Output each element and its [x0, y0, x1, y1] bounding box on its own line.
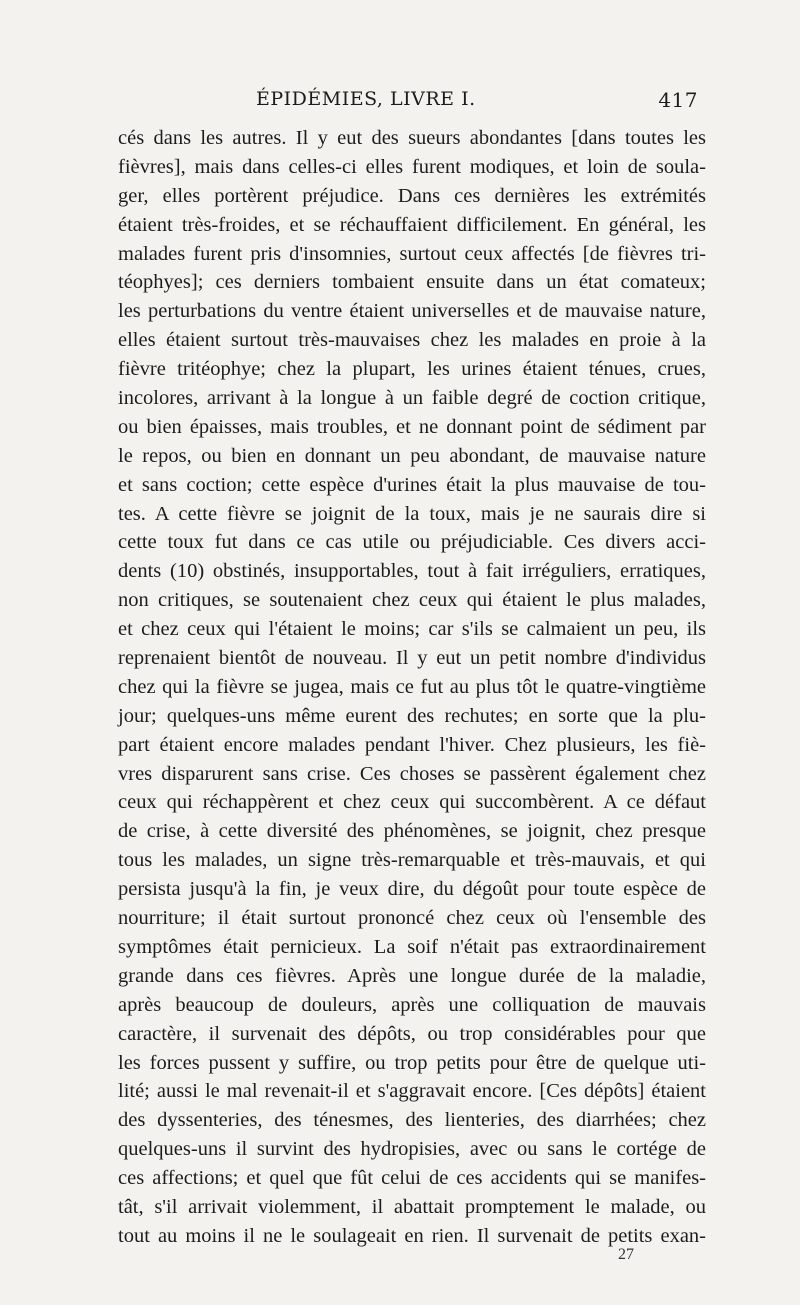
text-line: et sans coction; cette espèce d'urines était la plus mauvaise de tou- — [118, 473, 706, 496]
text-line: fièvres], mais dans celles-ci elles furent modiques, et loin de soula- — [118, 155, 706, 178]
text-line: cés dans les autres. Il y eut des sueurs abondantes [dans toutes les — [118, 127, 706, 149]
text-line: de crise, à cette diversité des phénomènes, se joignit, chez presque — [118, 820, 706, 843]
text-line: ger, elles portèrent préjudice. Dans ces dernières les extrémités — [118, 184, 706, 207]
text-line: tout au moins il ne le soulageait en rien. Il survenait de petits exan- — [118, 1224, 706, 1247]
running-title: ÉPIDÉMIES, LIVRE I. — [256, 88, 476, 110]
text-line: tes. A cette fièvre se joignit de la toux, mais je ne saurais dire si — [118, 502, 706, 525]
text-line: les perturbations du ventre étaient universelles et de mauvaise nature, — [118, 300, 706, 323]
text-line: caractère, il survenait des dépôts, ou trop considérables pour que — [118, 1022, 706, 1045]
text-line: ou bien épaisses, mais troubles, et ne donnant point de sédiment par — [118, 415, 706, 438]
text-line: le repos, ou bien en donnant un peu abondant, de mauvaise nature — [118, 444, 706, 467]
text-line: chez qui la fièvre se jugea, mais ce fut au plus tôt le quatre-vingtième — [118, 675, 706, 698]
text-line: lité; aussi le mal revenait-il et s'aggravait encore. [Ces dépôts] étaient — [118, 1080, 706, 1103]
text-line: téophyes]; ces derniers tombaient ensuite dans un état comateux; — [118, 271, 706, 294]
body-text — [118, 124, 706, 1251]
text-line: part étaient encore malades pendant l'hiver. Chez plusieurs, les fiè- — [118, 733, 706, 756]
text-line: des dyssenteries, des ténesmes, des lienteries, des diarrhées; chez — [118, 1109, 706, 1132]
text-line: étaient très-froides, et se réchauffaient difficilement. En général, les — [118, 213, 706, 236]
text-line: incolores, arrivant à la longue à un faible degré de coction critique, — [118, 387, 706, 410]
text-line: ceux qui réchappèrent et chez ceux qui succombèrent. A ce défaut — [118, 791, 706, 814]
text-line: fièvre tritéophye; chez la plupart, les urines étaient ténues, crues, — [118, 358, 706, 381]
text-line: grande dans ces fièvres. Après une longue durée de la maladie, — [118, 964, 706, 987]
text-line: reprenaient bientôt de nouveau. Il y eut un petit nombre d'individus — [118, 647, 706, 670]
text-line: malades furent pris d'insomnies, surtout ceux affectés [de fièvres tri- — [118, 242, 706, 265]
text-line: après beaucoup de douleurs, après une colliquation de mauvais — [118, 993, 706, 1016]
signature-mark: 27 — [618, 1246, 634, 1263]
text-line: dents (10) obstinés, insupportables, tout à fait irréguliers, erratiques, — [118, 560, 706, 583]
text-line: persista jusqu'à la fin, je veux dire, du dégoût pour toute espèce de — [118, 878, 706, 901]
running-header — [118, 84, 706, 114]
text-line: ces affections; et quel que fût celui de ces accidents qui se manifes- — [118, 1167, 706, 1190]
text-line: et chez ceux qui l'étaient le moins; car s'ils se calmaient un peu, ils — [118, 618, 706, 641]
text-line: cette toux fut dans ce cas utile ou préjudiciable. Ces divers acci- — [118, 531, 706, 554]
text-line: symptômes était pernicieux. La soif n'était pas extraordinairement — [118, 935, 706, 958]
text-line: les forces pussent y suffire, ou trop petits pour être de quelque uti- — [118, 1051, 706, 1074]
text-line: nourriture; il était surtout prononcé chez ceux où l'ensemble des — [118, 907, 706, 930]
page-number: 417 — [658, 88, 698, 112]
text-line: tât, s'il arrivait violemment, il abattait promptement le malade, ou — [118, 1195, 706, 1218]
text-line: quelques-uns il survint des hydropisies, avec ou sans le cortége de — [118, 1138, 706, 1161]
text-line: tous les malades, un signe très-remarquable et très-mauvais, et qui — [118, 849, 706, 872]
text-line: jour; quelques-uns même eurent des rechutes; en sorte que la plu- — [118, 704, 706, 727]
text-line: vres disparurent sans crise. Ces choses se passèrent également chez — [118, 762, 706, 785]
text-line: non critiques, se soutenaient chez ceux qui étaient le plus malades, — [118, 589, 706, 612]
text-line: elles étaient surtout très-mauvaises chez les malades en proie à la — [118, 329, 706, 352]
